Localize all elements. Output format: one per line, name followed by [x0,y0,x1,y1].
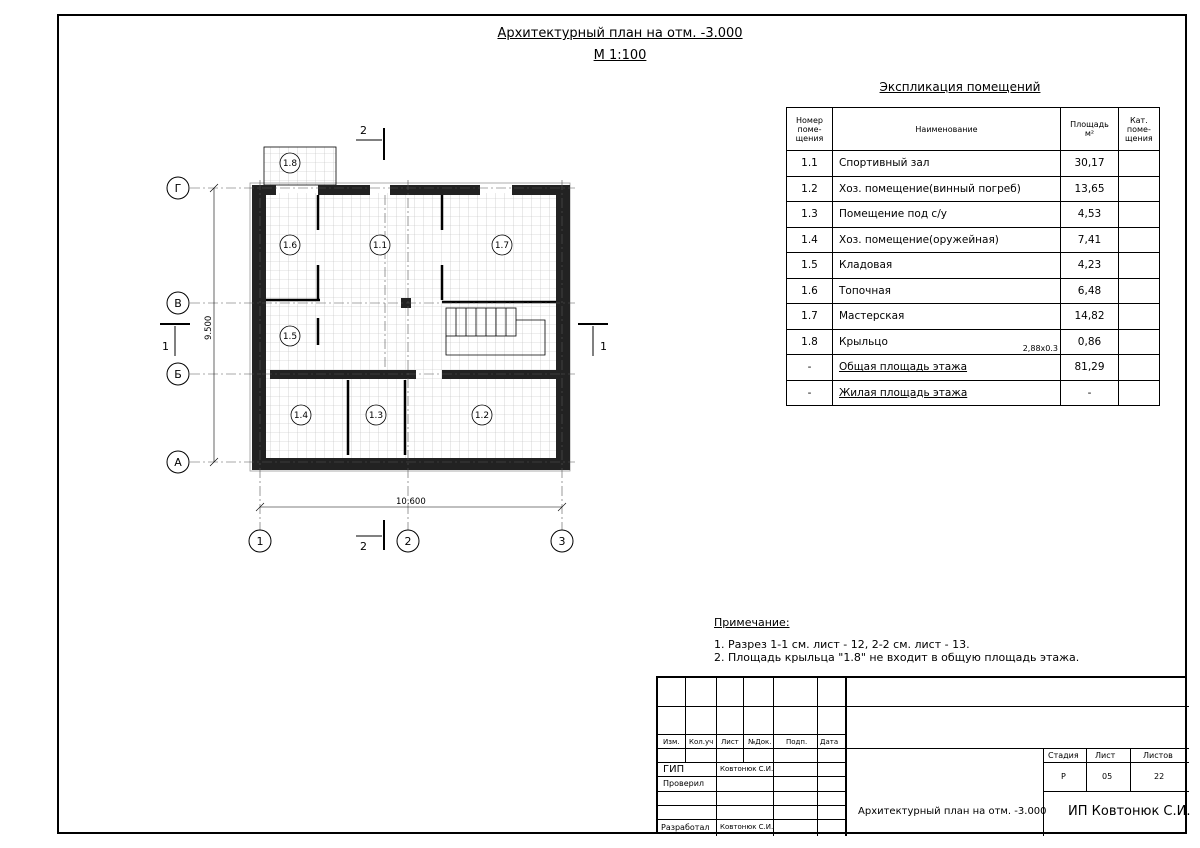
explication-header-row [787,108,1160,151]
stamp-col-sign: Подп. [786,738,808,746]
stamp-col-doc: №Док. [748,738,772,746]
row-area: 6,48 [1061,278,1119,304]
note-line: 2. Площадь крыльца "1.8" не входит в общую площадь этажа. [714,651,1080,664]
section-2-top-label: 2 [360,124,367,137]
row-name: Помещение под с/у [833,202,1061,228]
row-name: Хоз. помещение(винный погреб) [833,176,1061,202]
axis-bubble-3-label: А [174,456,182,469]
explication-row [787,355,1160,381]
room-tag-label: 1.3 [368,411,384,421]
axis-bubble-num-0-label: 1 [256,535,264,548]
stamp-col-list: Лист [721,738,739,746]
row-cat [1119,227,1160,253]
stamp-col-kolu: Кол.уч [689,738,714,746]
room-tag-label: 1.1 [372,241,388,251]
stamp-col-izm: Изм. [663,738,680,746]
stamp-col-date: Дата [820,738,839,746]
room-tag-label: 1.4 [293,411,309,421]
room-tag-label: 1.2 [474,411,490,421]
explication-row [787,151,1160,177]
note-line: 1. Разрез 1-1 см. лист - 12, 2-2 см. лист - 13. [714,638,970,651]
explication-row [787,202,1160,228]
explication-row [787,380,1160,406]
stamp-developed: Разработал [661,823,710,832]
explication-row [787,278,1160,304]
row-num: 1.3 [787,202,833,228]
row-name: Мастерская [833,304,1061,330]
section-2-bottom-label: 2 [360,540,367,553]
header-area: Площадь м² [1061,108,1119,151]
stamp-sheets-label: Листов [1143,751,1173,760]
room-tag-label: 1.6 [282,241,298,251]
stamp-company: ИП Ковтонюк С.И. [1068,804,1191,819]
row-area: 0,86 [1061,329,1119,355]
row-num: - [787,355,833,381]
row-cat [1119,329,1160,355]
explication-row [787,176,1160,202]
stamp-checked: Проверил [663,779,705,788]
row-area: 30,17 [1061,151,1119,177]
stamp-gip-label: ГИП [663,764,685,775]
row-note: 2,88х0.3 [1022,344,1058,353]
row-num: 1.4 [787,227,833,253]
dim-width: 10.600 [396,497,426,507]
row-cat [1119,202,1160,228]
title-block [656,676,1191,834]
explication-row [787,304,1160,330]
room-tag-label: 1.5 [282,332,298,342]
row-area: 7,41 [1061,227,1119,253]
row-cat [1119,176,1160,202]
axis-bubble-1-label: В [174,297,182,310]
row-num: 1.7 [787,304,833,330]
row-name: Крыльцо 2,88х0.3 [833,329,1061,355]
explication-table [786,107,1160,406]
row-area: 4,53 [1061,202,1119,228]
row-name: Топочная [833,278,1061,304]
dim-height: 9.500 [204,315,214,340]
room-tag-label: 1.8 [282,159,298,169]
row-cat [1119,355,1160,381]
room-tag-label: 1.7 [494,241,510,251]
stamp-stage: Р [1061,772,1066,781]
row-cat [1119,304,1160,330]
row-num: - [787,380,833,406]
row-area: - [1061,380,1119,406]
row-name: Жилая площадь этажа [833,380,1061,406]
row-num: 1.1 [787,151,833,177]
row-name: Хоз. помещение(оружейная) [833,227,1061,253]
row-area: 14,82 [1061,304,1119,330]
row-num: 1.8 [787,329,833,355]
row-area: 13,65 [1061,176,1119,202]
sheet-title: Архитектурный план на отм. -3.000 [497,26,743,41]
stamp-gip-name: Ковтонюк С.И. [720,765,774,773]
row-num: 1.6 [787,278,833,304]
notes-title: Примечание: [714,616,790,629]
row-name: Общая площадь этажа [833,355,1061,381]
header-cat: Кат. поме- щения [1119,108,1160,151]
row-num: 1.2 [787,176,833,202]
explication-row [787,227,1160,253]
axis-bubble-0-label: Г [174,182,182,195]
axis-bubble-num-1-label: 2 [404,535,412,548]
section-1-right-label: 1 [600,340,607,353]
stamp-sheet-label: Лист [1095,751,1116,760]
stamp-drawing-name: Архитектурный план на отм. -3.000 [858,806,1047,817]
explication-row [787,253,1160,279]
row-cat [1119,278,1160,304]
row-num: 1.5 [787,253,833,279]
row-area: 81,29 [1061,355,1119,381]
explication-title: Экспликация помещений [879,80,1041,94]
sheet-scale: М 1:100 [593,48,647,63]
stamp-dev-name: Ковтонюк С.И. [720,823,774,831]
explication-row [787,329,1160,355]
axis-bubble-2-label: Б [174,368,182,381]
stamp-sheet: 05 [1102,772,1113,781]
row-area: 4,23 [1061,253,1119,279]
stamp-sheets: 22 [1154,772,1165,781]
row-name: Спортивный зал [833,151,1061,177]
header-name: Наименование [833,108,1061,151]
row-cat [1119,151,1160,177]
row-name: Кладовая [833,253,1061,279]
stamp-stage-label: Стадия [1048,751,1079,760]
section-1-left-label: 1 [162,340,169,353]
row-cat [1119,253,1160,279]
axis-bubble-num-2-label: 3 [558,535,566,548]
header-num: Номер поме- щения [787,108,833,151]
row-cat [1119,380,1160,406]
